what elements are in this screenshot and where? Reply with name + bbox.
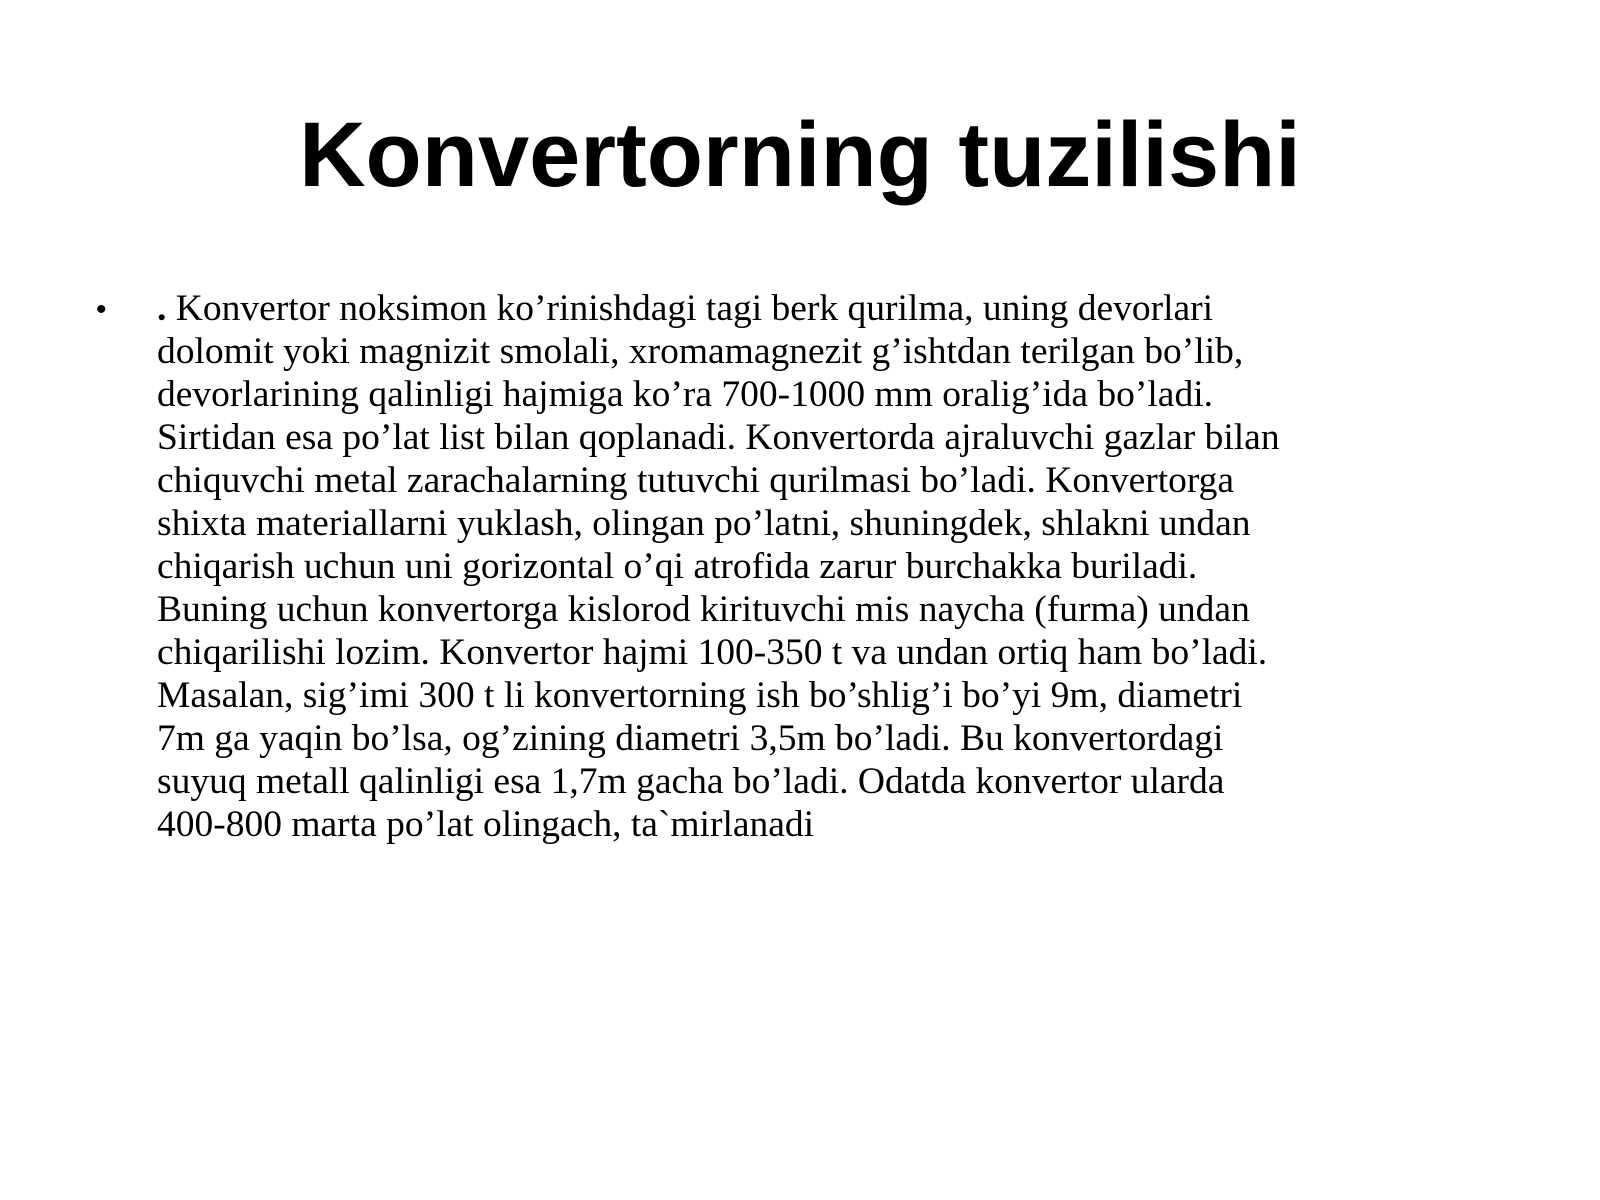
paragraph-line: chiquvchi metal zarachalarning tutuvchi qurilmasi bo’ladi. Konvertorga [157,460,1235,501]
line-text: Konvertor noksimon ko’rinishdagi tagi berk qurilma, uning devorlari [166,288,1214,329]
paragraph-line: Sirtidan esa po’lat list bilan qoplanadi. Konvertorda ajraluvchi gazlar bilan [157,417,1280,458]
bullet-marker: • [96,293,107,326]
paragraph-line: shixta materiallarni yuklash, olingan po’latni, shuningdek, shlakni undan [157,503,1251,544]
paragraph-line [157,287,1557,330]
slide-title: Konvertorning tuzilishi [299,104,1301,206]
paragraph-line: Buning uchun konvertorga kislorod kirituvchi mis naycha (furma) undan [157,589,1250,630]
lead-dot: . [157,288,167,329]
paragraph-line: 7m ga yaqin bo’lsa, og’zining diametri 3,5m bo’ladi. Bu konvertordagi [157,718,1224,759]
paragraph-line: devorlarining qalinligi hajmiga ko’ra 700-1000 mm oralig’ida bo’ladi. [157,374,1213,415]
paragraph-line: 400-800 marta po’lat olingach, ta`mirlanadi [157,804,815,845]
paragraph-line: chiqarilishi lozim. Konvertor hajmi 100-350 t va undan ortiq ham bo’ladi. [157,632,1268,673]
paragraph-line: dolomit yoki magnizit smolali, xromamagnezit g’ishtdan terilgan bo’lib, [157,331,1244,372]
paragraph-line: Masalan, sig’imi 300 t li konvertorning ish bo’shlig’i bo’yi 9m, diametri [157,675,1243,716]
bullet-paragraph [157,287,1557,846]
paragraph-line: chiqarish uchun uni gorizontal o’qi atrofida zarur burchakka buriladi. [157,546,1198,587]
paragraph-line: suyuq metall qalinligi esa 1,7m gacha bo’ladi. Odatda konvertor ularda [157,761,1225,802]
